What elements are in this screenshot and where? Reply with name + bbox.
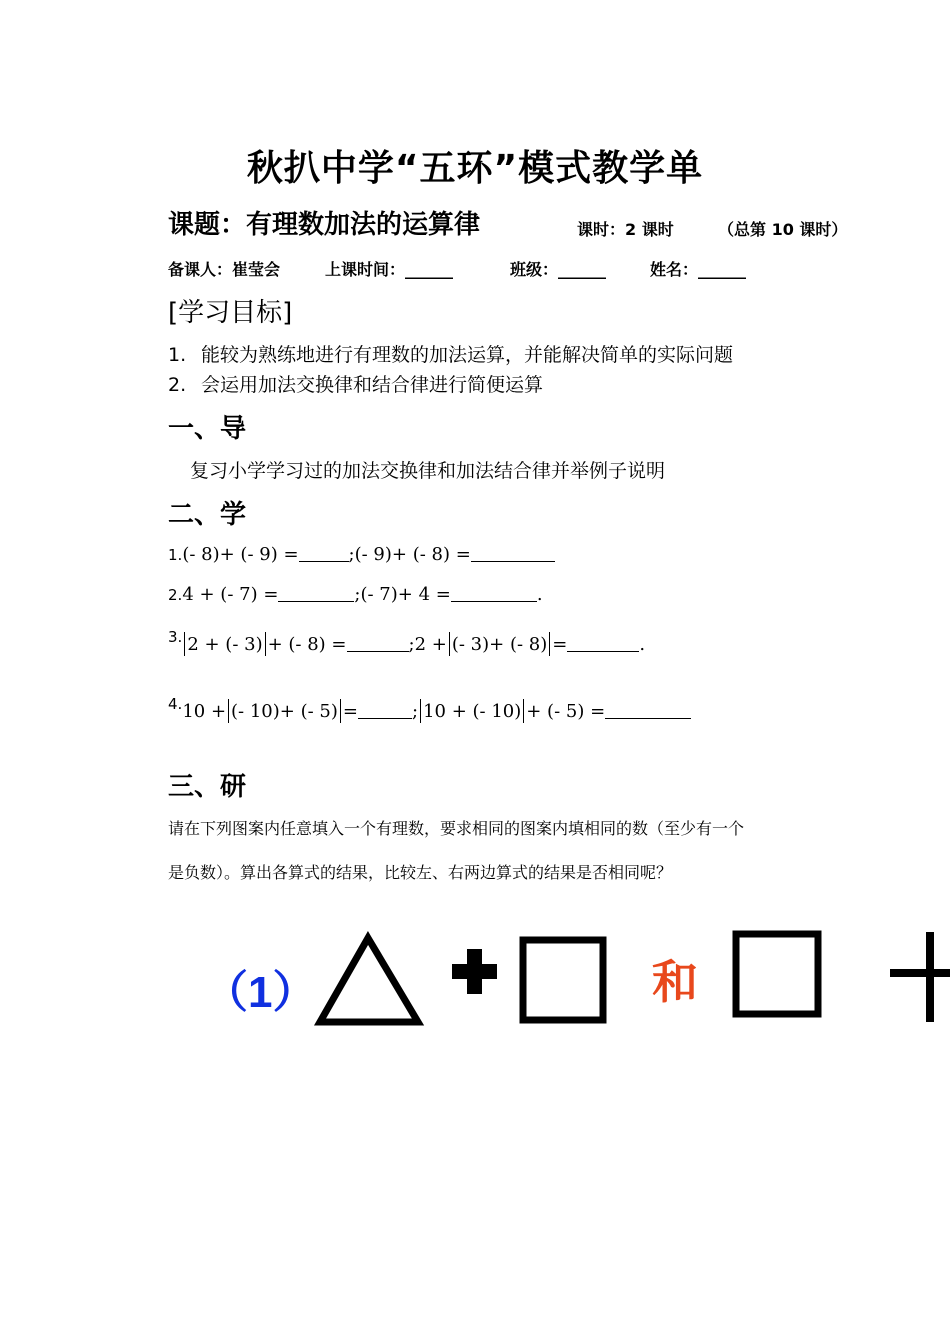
goals-heading: [学习目标]: [168, 298, 293, 328]
answer-blank[interactable]: [299, 543, 349, 562]
goal-item: 2. 会运用加法交换律和结合律进行简便运算: [168, 374, 544, 396]
goal-item: 1. 能较为熟练地进行有理数的加法运算，并能解决简单的实际问题: [168, 344, 734, 366]
section-guide-heading: 一、导: [168, 414, 247, 444]
study-text-line-2: 是负数）。算出各算式的结果，比较左、右两边算式的结果是否相同呢？: [168, 863, 673, 882]
square-icon[interactable]: [523, 940, 603, 1020]
lesson-total: （总第 10 课时）: [718, 220, 848, 239]
answer-blank[interactable]: [567, 633, 639, 652]
class-label: 班级：______: [510, 260, 607, 279]
figure-shapes: [0, 920, 950, 1040]
puzzle-figure: [0, 920, 950, 1040]
preparer: 备课人：崔莹会: [168, 260, 281, 279]
section-study-heading: 三、研: [168, 772, 247, 802]
triangle-icon[interactable]: [320, 938, 418, 1022]
figure-label: （1）: [204, 968, 317, 1017]
plus-icon-partial-bar: [926, 932, 934, 1022]
plus-icon-partial: [890, 969, 950, 977]
exercise-3: $^{3.}$ 2 + (- 3) + (- 8) = ;2 + (- 3)+ (- 8) = .: [168, 628, 646, 655]
study-text-line-1: 请在下列图案内任意填入一个有理数，要求相同的图案内填相同的数（至少有一个: [168, 819, 745, 838]
connector-label: 和: [652, 955, 698, 1009]
answer-blank[interactable]: [278, 583, 354, 602]
exercise-1: 1.(- 8)+ (- 9) = ;(- 9)+ (- 8) =: [168, 543, 555, 565]
square-icon[interactable]: [736, 934, 818, 1014]
section-learn-heading: 二、学: [168, 500, 247, 530]
lesson-subject: 课题：有理数加法的运算律: [168, 210, 481, 240]
page-title: 秋扒中学“五环”模式教学单: [246, 148, 704, 189]
answer-blank[interactable]: [451, 583, 537, 602]
exercise-4: $^{4.}$10 + (- 10)+ (- 5) = ; 10 + (- 10) + (- 5) =: [168, 695, 691, 723]
answer-blank[interactable]: [471, 543, 555, 562]
answer-blank[interactable]: [358, 700, 412, 719]
lesson-period: 课时：2 课时: [577, 220, 674, 239]
class-time: 上课时间：______: [325, 260, 454, 279]
guide-text: 复习小学学习过的加法交换律和加法结合律并举例子说明: [190, 460, 666, 482]
exercise-2: 2.4 + (- 7) = ;(- 7)+ 4 = .: [168, 584, 543, 605]
name-label: 姓名：______: [650, 260, 747, 279]
answer-blank[interactable]: [347, 633, 409, 652]
plus-icon-bar: [467, 949, 482, 994]
answer-blank[interactable]: [605, 700, 691, 719]
